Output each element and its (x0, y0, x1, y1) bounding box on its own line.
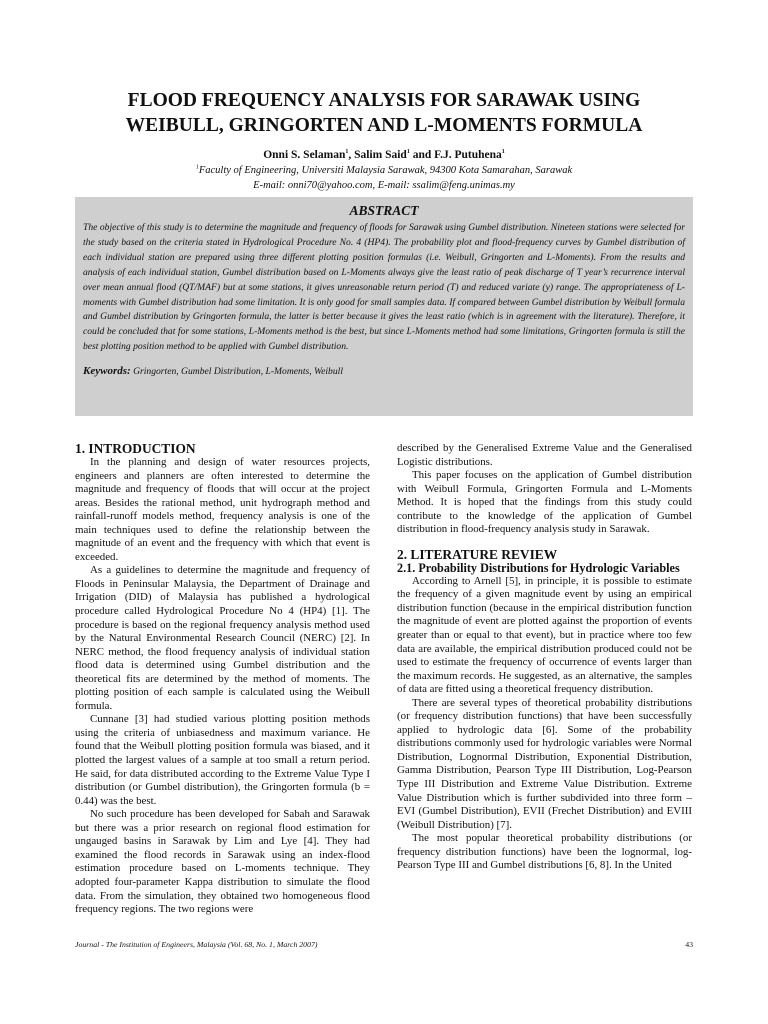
title-line-2: WEIBULL, GRINGORTEN AND L-MOMENTS FORMULA (125, 115, 643, 136)
paragraph: Cunnane [3] had studied various plotting position methods using the criteria of unbiasedness and maximum variance. He found that the Weibull plotting position formula was biased, and it plotted the largest values of a sample at too small a return period. He said, for data distributed according to the Extreme Value Type I distribution (or Gumbel distribution), the Gringorten formula (b = 0.44) was the best. (75, 713, 370, 807)
paragraph: described by the Generalised Extreme Value and the Generalised Logistic distributions. (397, 442, 692, 468)
keywords-list: Gringorten, Gumbel Distribution, L-Moments, Weibull (133, 366, 343, 378)
keywords (83, 364, 685, 379)
author-list (40, 148, 728, 162)
author: Onni S. Selaman$^1$, (263, 149, 355, 161)
author: Salim Said$^1$ and (354, 149, 435, 161)
title-line-1: FLOOD FREQUENCY ANALYSIS FOR SARAWAK USING (127, 90, 641, 111)
author: F.J. Putuhena$^1$ (434, 149, 505, 161)
affiliation-text: Faculty of Engineering, Universiti Malaysia Sarawak, 94300 Kota Samarahan, Sarawak (198, 165, 573, 176)
paragraph: No such procedure has been developed for Sabah and Sarawak but there was a prior research on regional flood estimation for ungauged basins in Sarawak by Lim and Lye [4]. They had examined the flood records in Sarawak using an index-flood estimation procedure based on L-moments technique. They adopted four-parameter Kappa distribution to simulate the flood data. From the simulation, they obtained two homogeneous flood frequency regions. The two regions were (75, 808, 370, 916)
paragraph: This paper focuses on the application of Gumbel distribution with Weibull Formula, Gringorten Formula and L-Moments Method. It is hoped that the findings from this study could contribute to the knowledge of the application of Gumbel distribution in flood-frequency analysis study in Sarawak. (397, 469, 692, 536)
subsection-heading-probability-distributions: 2.1. Probability Distributions for Hydrologic Variables (397, 560, 680, 575)
section-heading-introduction: 1. INTRODUCTION (75, 441, 196, 456)
right-column (397, 442, 692, 873)
paragraph: There are several types of theoretical probability distributions (or frequency distribution functions) that have been successfully applied to hydrologic data [6]. Some of the probability distributions commonly used for hydrologic variables were Normal Distribution, Lognormal Distribution, Exponential Distribution, Gamma Distribution, Pearson Type III Distribution, Log-Pearson Type III Distribution and Extreme Value Distribution. Extreme Value Distribution which is further subdivided into three form – EVI (Gumbel Distribution), EVII (Frechet Distribution) and EVIII (Weibull Distribution) [7]. (397, 696, 692, 831)
keywords-label: Keywords: (83, 365, 131, 378)
affiliation (40, 164, 728, 177)
paragraph: In the planning and design of water resources projects, engineers and planners are often interested to determine the magnitude and frequency of floods that will occur at the project areas. Besides the rational method, unit hydrograph method and rainfall-runoff models method, frequency analysis is one of the main techniques used to define the relationship between the magnitude of an event and the frequency with which that event is exceeded. (75, 456, 370, 563)
abstract-heading: ABSTRACT (349, 203, 419, 218)
left-column (75, 441, 370, 917)
affiliation-mark: 1 (195, 164, 199, 171)
abstract-text: The objective of this study is to determine the magnitude and frequency of floods for Sarawak using Gumbel distribution. Nineteen stations were selected for the study based on the criteria stated in Hydrological Procedure No. 4 (HP4). The probability plot and flood-frequency curves by Gumbel distribution of each individual station are prepared using three different plotting position formulas (i.e. Weibull, Gringorten and L-Moments). From the results and analysis of each individual station, Gumbel distribution based on L-Moments always give the least ratio of peak discharge of T year’s recurrence interval over mean annual flood (QT/MAF) but at some stations, it gives unreasonable return period (T) and reduced variate (y) range. The appropriateness of L-moments with Gumbel distribution had some limitation. It is only good for small samples data. If compared between Gumbel distribution by Weibull formula and Gumbel distribution by Gringorten formula, the latter is better because it gives the least ratio (which is in agreement with the literature). Therefore, it could be concluded that for some stations, L-Moments method is the best, but since L-Moments method had some limitations, Gringorten formula is still the best plotting position method to be applied with Gumbel distribution. (83, 222, 685, 353)
paper-title (40, 88, 728, 138)
paragraph: The most popular theoretical probability distributions (or frequency distribution functions) have been the lognormal, log-Pearson Type III and Gumbel distributions [6, 8]. In the United (397, 832, 692, 872)
page-number: 43 (685, 940, 693, 949)
abstract-box (75, 197, 693, 416)
journal-footer: Journal - The Institution of Engineers, Malaysia (Vol. 68, No. 1, March 2007) (75, 940, 318, 949)
author-emails: E-mail: onni70@yahoo.com, E-mail: ssalim@feng.unimas.my (253, 180, 515, 191)
section-heading-literature-review: 2. LITERATURE REVIEW (397, 546, 558, 562)
paragraph: As a guidelines to determine the magnitude and frequency of Floods in Peninsular Malaysia, the Department of Drainage and Irrigation (DID) of Malaysia has published a hydrological procedure called Hydrological Procedure No 4 (HP4) [1]. The procedure is based on the regional frequency analysis method used by the Natural Environmental Research Council (NERC) [2]. In NERC method, the flood frequency analysis of individual station flood data is determined using Gumbel distribution and the theoretical fits are determined by the method of moments. The plotting position of each sample is calculated using the Weibull formula. (75, 564, 370, 712)
paragraph: According to Arnell [5], in principle, it is possible to estimate the frequency of a given magnitude event by using an empirical distribution function (because in the empirical distribution function the magnitude of event are plotted against the proportion of events greater than or equal to that event), but in practice where too few data are available, the empirical distribution produced could not be used to estimate the frequency of occurrence of events larger than the maximum records. He suggested, as an alternative, the samples of data are fitted using a theoretical frequency distribution. (397, 574, 692, 696)
